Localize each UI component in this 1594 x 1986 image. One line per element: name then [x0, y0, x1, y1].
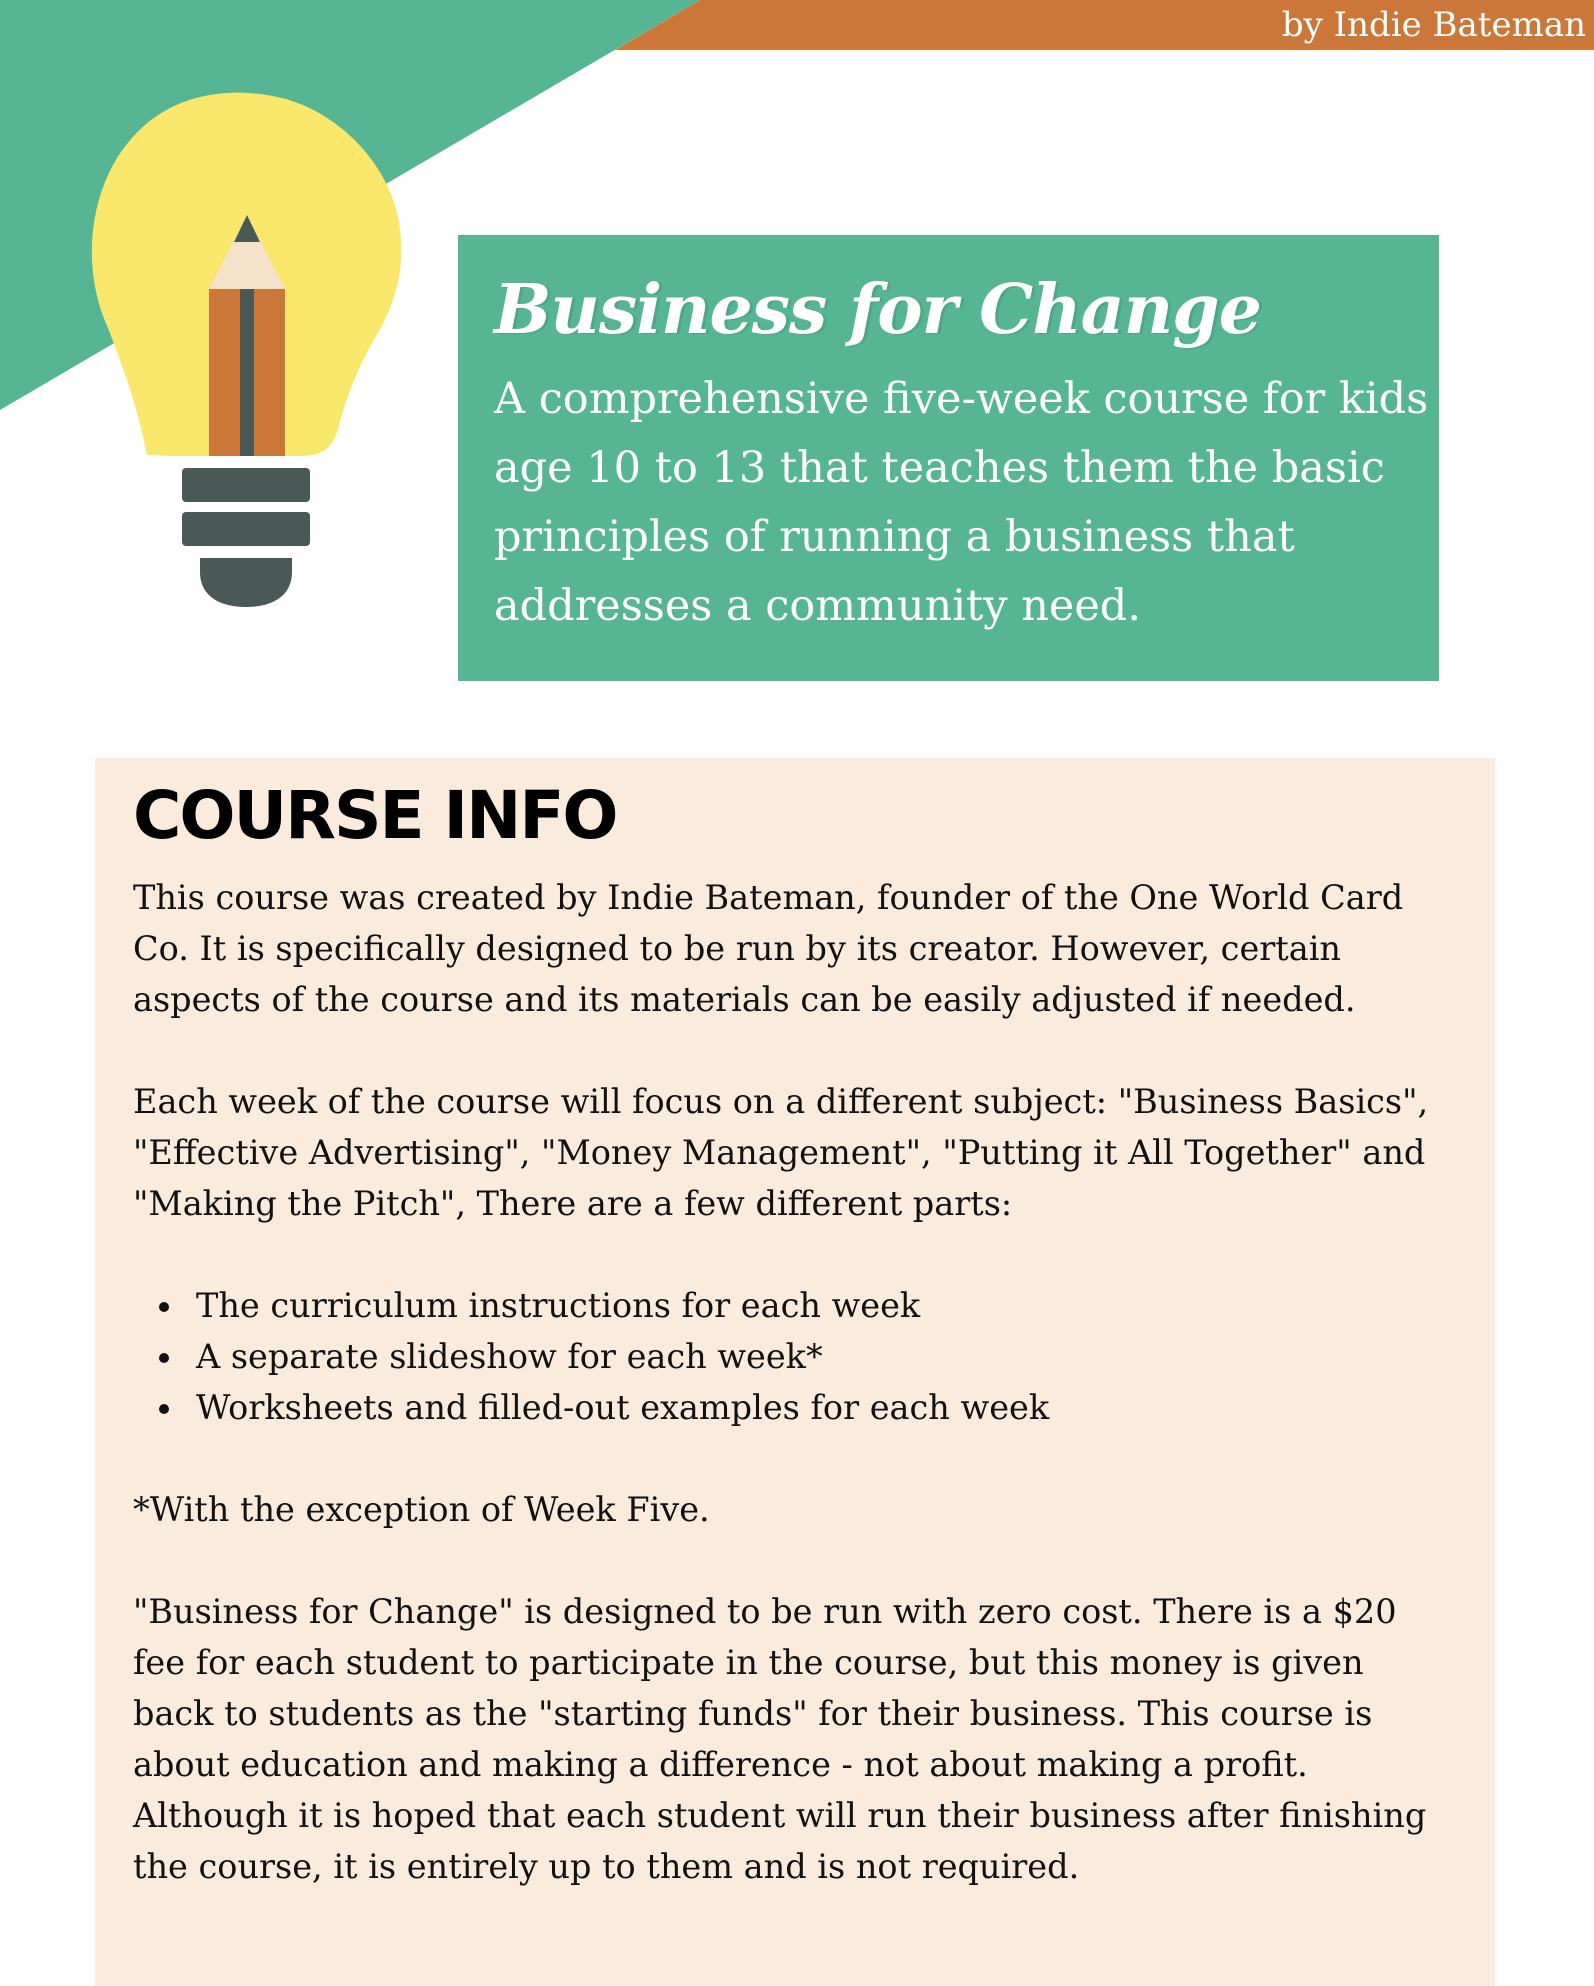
course-parts-list [133, 1280, 1459, 1433]
author-byline: by Indie Bateman [1281, 5, 1586, 45]
intro-paragraph: This course was created by Indie Bateman, founder of the One World Card Co. It is specifically designed to be run by its creator. However, certain aspects of the course and its materials can be easily adjusted if needed. [133, 878, 1404, 1019]
weeks-paragraph: Each week of the course will focus on a different subject: "Business Basics", "Effective Advertising", "Money Management", "Putting it All Together" and "Making the Pitch", There are a few different parts: [133, 1082, 1429, 1223]
course-title: Business for Change [494, 270, 1261, 350]
footnote: *With the exception of Week Five. [133, 1490, 710, 1529]
hero-card [458, 235, 1439, 681]
course-info-heading: COURSE INFO [133, 777, 617, 854]
course-info-section [95, 758, 1495, 1986]
list-item: The curriculum instructions for each week [133, 1280, 1459, 1331]
cost-paragraph: "Business for Change" is designed to be run with zero cost. There is a $20 fee for each student to participate in the course, but this money is given back to students as the "starting funds" for their business. This course is about education and making a difference - not about making a profit. Although it is hoped that each student will run their business after finishing the course, it is entirely up to them and is not required. [133, 1592, 1427, 1886]
course-description: A comprehensive five-week course for kids age 10 to 13 that teaches them the basic principles of running a business that addresses a community need. [494, 374, 1429, 631]
list-item: A separate slideshow for each week* [133, 1331, 1459, 1382]
list-item: Worksheets and filled-out examples for each week [133, 1382, 1459, 1433]
